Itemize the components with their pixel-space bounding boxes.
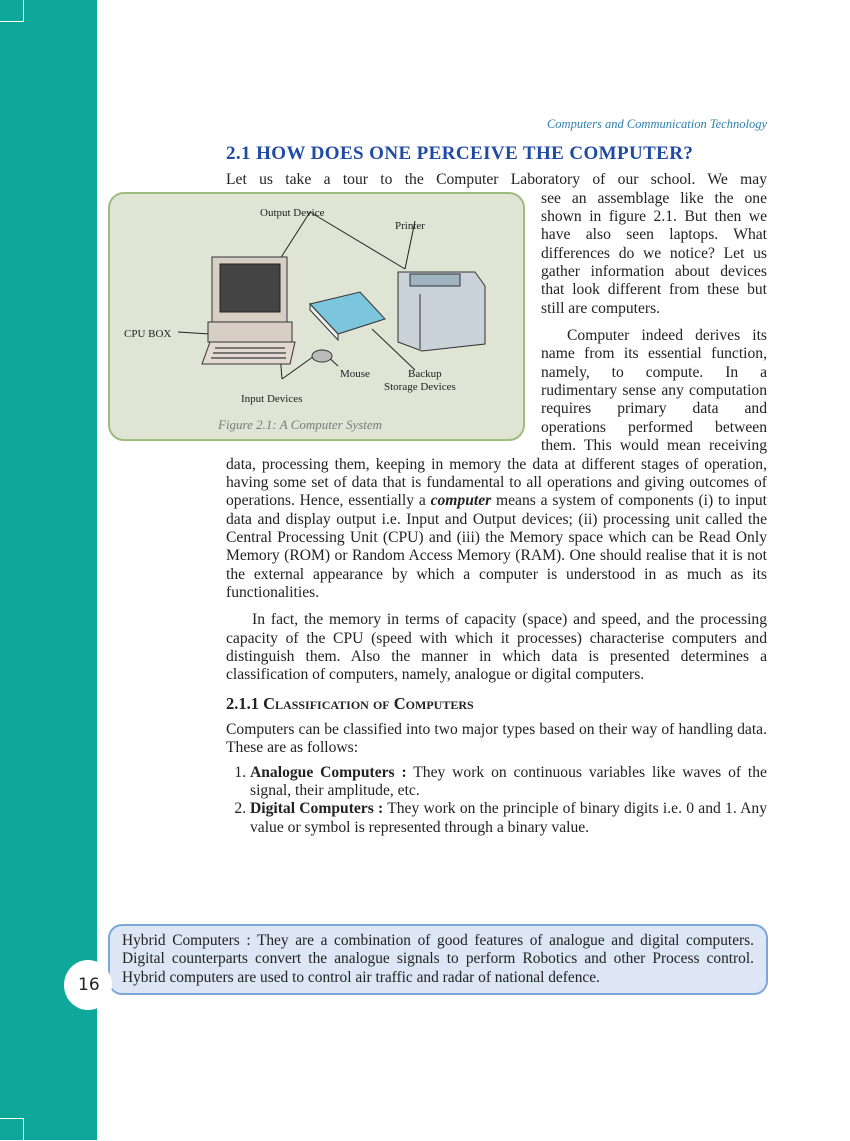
list-text: They work on the principle of binary digits i.e. 0 and 1. Any value or symbol is represented through a binary value.	[250, 800, 767, 836]
section-heading: 2.1 HOW DOES ONE PERCEIVE THE COMPUTER?	[226, 143, 694, 164]
list-item	[250, 800, 767, 837]
paragraph-4: Computers can be classified into two major types based on their way of handling data. These are as follows:	[226, 720, 767, 757]
figure-caption: Figure 2.1: A Computer System	[218, 416, 383, 432]
list-item	[250, 764, 767, 801]
list-text: They work on continuous variables like waves of the signal, their amplitude, etc.	[250, 763, 767, 799]
emphasis-computer: computer	[430, 492, 492, 510]
label-input-devices: Input Devices	[241, 392, 303, 405]
main-text	[124, 143, 767, 837]
paragraph-1: see an assemblage like the one shown in figure 2.1. But then we have also seen laptops. What differences do we notice? Let us gather information about devices that look different from these but still are computers.	[541, 189, 767, 317]
figure	[108, 192, 525, 441]
computer-types-list	[226, 764, 767, 837]
label-storage-devices: Storage Devices	[384, 380, 456, 393]
paragraph-1-first-line: Let us take a tour to the Computer Laboratory of our school. We may	[226, 171, 767, 189]
crop-mark-bottom	[0, 1118, 24, 1141]
label-output-device: Output Device	[260, 206, 325, 219]
label-mouse: Mouse	[340, 367, 370, 380]
paragraph-2-text-b: means a system of components (i) to input data and display output i.e. Input and Output devices; (ii) processing unit called the Central Processing Unit (CPU) and (iii) the Memory space which can be Read Only Memory (ROM) or Random Access Memory (RAM). One should realise that it is not the external appearance by which a computer is understood in as much as its functionalities.	[226, 492, 767, 601]
hybrid-computers-note: Hybrid Computers : They are a combination of good features of analogue and digital computers. Digital counterparts convert the analogue signals to perform Robotics and other Process control. Hybrid computers are used to control air traffic and radar of national defence.	[108, 924, 768, 995]
running-header: Computers and Communication Technology	[546, 117, 767, 131]
label-printer: Printer	[395, 219, 425, 232]
label-cpu-box: CPU BOX	[124, 327, 172, 340]
paragraph-2-text-a: Computer indeed derives its name from its essential function, namely, to compute. In a rudimentary sense any computation requires primary data and operations performed between them. This would mean receiving data, processing them, keeping in memory the data at different stages of operation, having some set of data that is fundamental to all operations and giving outcomes of operations. Hence, essentially a	[226, 327, 767, 510]
page-number: 16	[64, 960, 112, 1010]
label-backup: Backup	[408, 367, 442, 380]
computer-system-illustration	[110, 194, 523, 439]
paragraph-3: In fact, the memory in terms of capacity (space) and speed, and the processing capacity of the CPU (speed with which it processes) characterise computers and distinguish them. Also the manner in which data is presented determines a classification of computers, namely, analogue or digital computers.	[226, 611, 767, 684]
list-term: Digital Computers :	[250, 800, 384, 818]
crop-mark-top	[0, 0, 24, 22]
subsection-heading: 2.1.1 Classification of Computers	[226, 693, 474, 713]
list-term: Analogue Computers :	[250, 763, 407, 781]
